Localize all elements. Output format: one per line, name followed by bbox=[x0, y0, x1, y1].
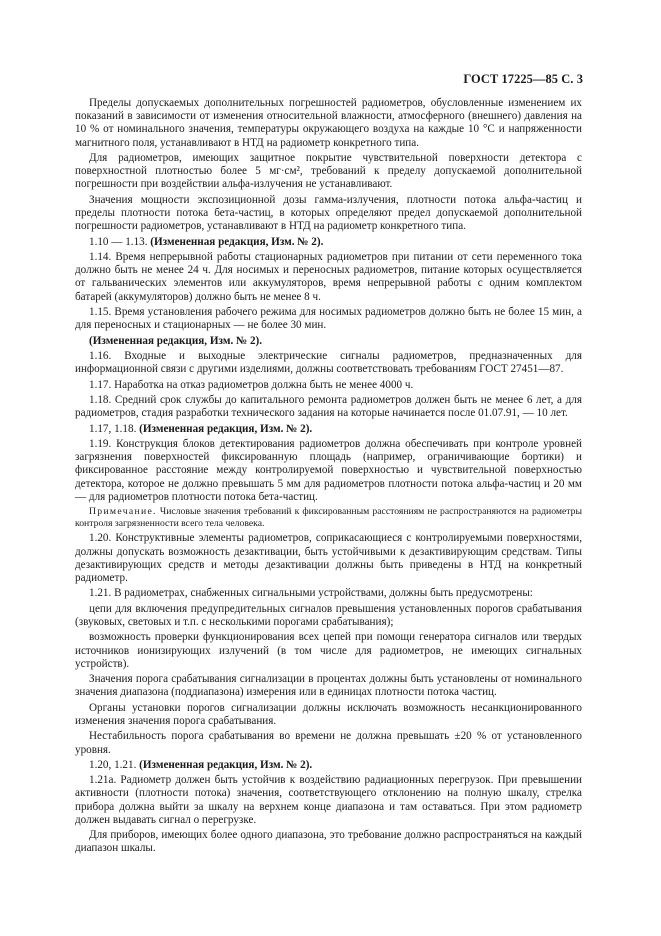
page-header: ГОСТ 17225—85 С. 3 bbox=[463, 72, 583, 86]
revision-line bbox=[75, 236, 582, 249]
revision-note: (Измененная редакция, Изм. № 2). bbox=[150, 235, 324, 248]
paragraph: Нестабильность порога срабатывания во времени не должна превышать ±20 % от установленного уровня. bbox=[75, 730, 582, 756]
paragraph: 1.18. Средний срок службы до капитального ремонта радиометров должен быть не менее 6 лет, а для радиометров, стадия разработки технического задания на которые начинается после 01.07.91, — 10 лет. bbox=[75, 393, 582, 420]
paragraph: Значения мощности экспозиционной дозы гамма-излучения, плотности потока альфа-частиц и пределы плотности потока бета-частиц, в которых определяют предел допускаемой дополнительной погрешности радиометров, устанавливают в НТД на радиометр конкретного типа. bbox=[75, 193, 582, 233]
revision-line bbox=[75, 759, 582, 772]
revision-note: (Измененная редакция, Изм. № 2). bbox=[89, 334, 263, 347]
paragraph: 1.17. Наработка на отказ радиометров должна быть не менее 4000 ч. bbox=[89, 378, 414, 391]
list-item: возможность проверки функционирования всех цепей при помощи генератора сигналов или твердых источников ионизирующих излучений (в том числе для радиометров, не имеющих сигнальных устройств). bbox=[75, 631, 582, 670]
paragraph: Пределы допускаемых дополнительных погрешностей радиометров, обусловленные изменением их показаний в зависимости от изменения относительной влажности, атмосферного (внешнего) давления на 10 % от номинального значения, температуры окружающего воздуха на каждые 10 °С и напряженности магнитного поля, устанавливают в НТД на радиометр конкретного типа. bbox=[75, 97, 582, 149]
paragraph: 1.21а. Радиометр должен быть устойчив к воздействию радиационных перегрузок. При превышении активности (плотности потока) значения, соответствующего отклонению на полную шкалу, стрелка прибора должна выйти за шкалу на верхнем конце диапазона и там оставаться. При этом радиометр должен выдавать сигнал о перегрузке. bbox=[75, 774, 582, 826]
paragraph: 1.19. Конструкция блоков детектирования радиометров должна обеспечивать при контроле уровней загрязнения поверхностей фиксированную площадь (например, ограничивающие бортики) и фиксированное расстояние между контролируемой поверхностью и чувствительной поверхностью детектора, которое не должно превышать 5 мм для радиометров плотности потока альфа-частиц и 20 мм — для радиометров плотности потока бета-частиц. bbox=[75, 437, 582, 503]
clause-range: 1.10 — 1.13. bbox=[89, 235, 148, 248]
paragraph: 1.14. Время непрерывной работы стационарных радиометров при питании от сети переменного тока должно быть не менее 24 ч. Для носимых и переносных радиометров, питание которых осуществляется от гальванических элементов или аккумуляторов, время непрерывной работы с одним комплектом батарей (аккумуляторов) должно быть не менее 8 ч. bbox=[75, 250, 582, 303]
revision-line bbox=[75, 423, 582, 436]
document-body bbox=[75, 97, 582, 858]
paragraph: 1.20. Конструктивные элементы радиометров, соприкасающиеся с контролируемыми поверхностями, должны допускать возможность дезактивации, быть устойчивыми к дезактивирующим средствам. Типы дезактивирующих средств и методы дезактивации должны быть приведены в НТД на конкретный радиометр. bbox=[75, 532, 582, 584]
note-paragraph bbox=[75, 506, 582, 530]
note-text: Числовые значения требований к фиксированным расстояниям не распространяются на радиометры контроля загрязненности всего тела человека. bbox=[75, 506, 582, 530]
revision-line bbox=[75, 335, 582, 348]
paragraph: Для радиометров, имеющих защитное покрытие чувствительной поверхности детектора с поверхностной плотностью более 5 мг·см², требований к пределу допускаемой дополнительной погрешности при воздействии альфа-излучения не устанавливают. bbox=[75, 152, 582, 191]
revision-note: (Измененная редакция, Изм. № 2). bbox=[139, 422, 313, 435]
paragraph: 1.15. Время установления рабочего режима для носимых радиометров должно быть не более 15 мин, а для переносных и стационарных — не более 30 мин. bbox=[75, 305, 582, 332]
clause-range: 1.17, 1.18. bbox=[89, 422, 137, 435]
paragraph: Для приборов, имеющих более одного диапазона, это требование должно распространяться на каждый диапазон шкалы. bbox=[75, 829, 582, 855]
clause-range: 1.20, 1.21. bbox=[89, 758, 137, 771]
list-item: цепи для включения предупредительных сигналов превышения установленных порогов срабатывания (звуковых, световых и т.п. с несколькими порогами срабатывания); bbox=[75, 602, 582, 628]
note-label: Примечание. bbox=[89, 506, 157, 518]
paragraph: Значения порога срабатывания сигнализации в процентах должны быть установлены от номинального значения диапазона (поддиапазона) измерения или в единицах плотности потока частиц. bbox=[75, 673, 582, 699]
paragraph: 1.16. Входные и выходные электрические сигналы радиометров, предназначенных для информационной связи с другими изделиями, должны соответствовать требованиям ГОСТ 27451—87. bbox=[75, 349, 582, 376]
paragraph: 1.21. В радиометрах, снабженных сигнальными устройствами, должны быть предусмотрены: bbox=[89, 587, 533, 600]
paragraph: Органы установки порогов сигнализации должны исключать возможность несанкционированного изменения значения порога срабатывания. bbox=[75, 701, 582, 727]
revision-note: (Измененная редакция, Изм. № 2). bbox=[139, 758, 313, 771]
